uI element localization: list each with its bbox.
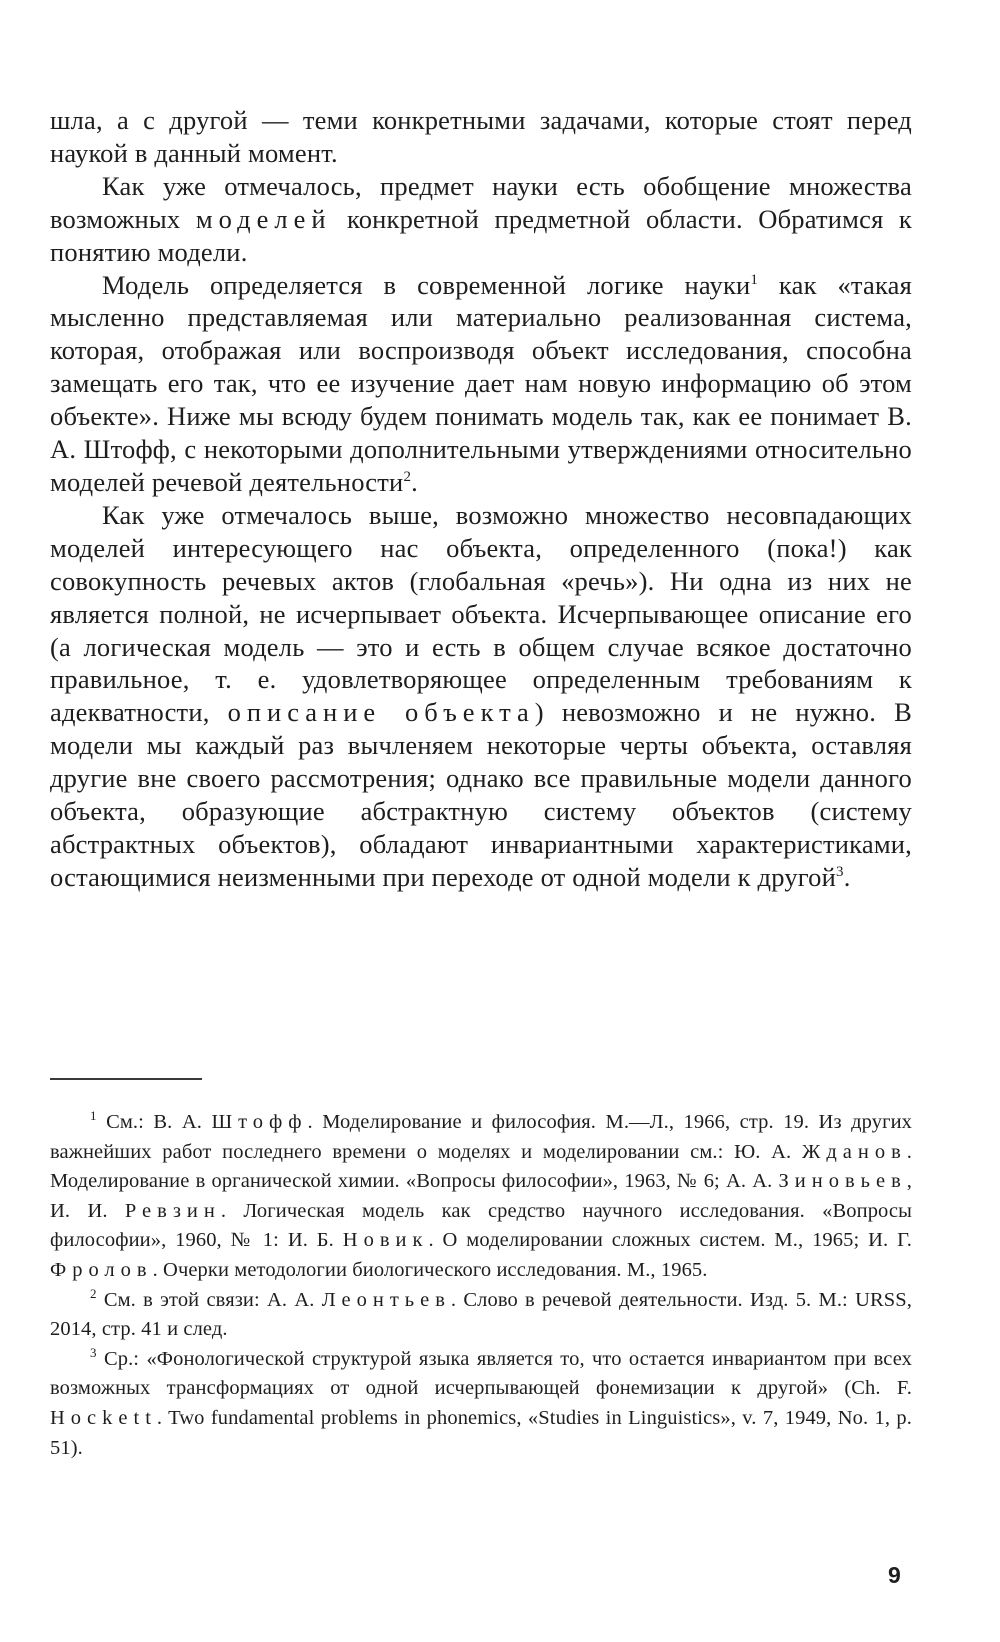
footnote-1 [50, 1108, 912, 1286]
footnote-1-text-a: См.: В. А. [96, 1111, 212, 1133]
footnote-2-text-b: . Слово в речевой деятельности. Изд. 5. М.: URSS, 2014, стр. 41 и след. [50, 1288, 912, 1341]
footnote-1-author-5: Новик [342, 1229, 429, 1252]
footnote-divider [50, 1078, 202, 1080]
footnote-3-author: Hockett [50, 1406, 157, 1429]
footnote-1-text-d: , И. И. [50, 1170, 912, 1222]
footnote-1-author-1: Штофф [211, 1111, 308, 1133]
footnote-3-text-a: Ср.: «Фонологической структурой языка является то, что остается инвариантом при всех возможных трансформациях от одной исчерпывающей фонемизации к другой» (Ch. F. [50, 1347, 912, 1400]
footnote-ref-1[interactable]: 1 [750, 271, 759, 288]
footnote-2-text-a: См. в этой связи: А. А. [96, 1288, 322, 1311]
footnote-2-author: Леонтьев [321, 1288, 451, 1311]
footnote-1-text-b: . Моделирование и философия. М.—Л., 1966, стр. 19. Из других важнейших работ последнего времени о моделях и моделировании см.: Ю. А. [50, 1111, 912, 1163]
paragraph-2-text-a: Как уже отмечалось, предмет науки есть обобщение множества возможных [50, 170, 912, 234]
footnote-ref-3[interactable]: 3 [836, 864, 844, 881]
paragraph-3-text-b: как «такая мысленно представляемая или материально реализованная система, которая, отображая или воспроизводя объект исследования, способна замещать его так, что ее изучение дает нам новую информацию об этом объекте». Ниже мы всюду будем понимать модель так, как ее понимает В. А. Штофф, с некоторыми дополнительными утверждениями относительно моделей речевой деятельности [50, 269, 913, 497]
footnote-ref-2[interactable]: 2 [403, 469, 412, 486]
paragraph-4-text-d: . [843, 861, 851, 892]
paragraph-3 [50, 269, 912, 499]
paragraph-4-text-a: Как уже отмечалось выше, возможно множество несовпадающих моделей интересующего нас объекта, определенного (пока!) как совокупность речевых актов (глобальная «речь»). Ни одна из них не является полной, не исчерпывает объекта. Исчерпывающее описание его (а логическая модель — это и есть в общем случае всякое достаточно правильное, т. е. удовлетворяющее определенным требованиям к адекватности, [50, 499, 912, 728]
paragraph-4 [50, 499, 912, 894]
paragraph-2-emphasis: моделей [195, 203, 332, 234]
paragraph-1 [50, 104, 912, 170]
footnote-2-marker: 2 [90, 1285, 97, 1301]
footnote-3-text-b: . Two fundamental problems in phonemics, «Studies in Linguistics», v. 7, 1949, No. 1, p. 51). [50, 1406, 912, 1459]
main-text-block [50, 104, 912, 894]
footnote-1-text-g: . Очерки методологии биологического исследования. М., 1965. [152, 1258, 708, 1281]
footnote-1-text-f: . О моделировании сложных систем. М., 1965; И. Г. [428, 1229, 912, 1252]
paragraph-3-text-a: Модель определяется в современной логике науки [102, 269, 751, 300]
footnotes-block [50, 1108, 912, 1463]
footnote-3-marker: 3 [90, 1344, 97, 1360]
footnote-1-author-6: Фролов [50, 1258, 153, 1281]
paragraph-2 [50, 170, 912, 269]
footnote-3 [50, 1345, 912, 1463]
footnote-2 [50, 1286, 912, 1345]
footnote-1-author-2: Жданов [801, 1140, 907, 1163]
paragraph-3-text-c: . [411, 466, 418, 497]
paragraph-2-text-c: конкретной предметной области. Обратимся к понятию модели. [50, 203, 912, 267]
footnote-1-text-e: . Логическая модель как средство научного исследования. «Вопросы философии», 1960, № 1: И. Б. [50, 1199, 912, 1252]
footnote-1-author-4: Ревзин [124, 1199, 221, 1222]
paragraph-4-emphasis: описание объекта [227, 697, 535, 728]
paragraph-4-text-c: ) невозможно и не нужно. В модели мы каждый раз вычленяем некоторые черты объекта, оставляя другие вне своего рассмотрения; однако все правильные модели данного объекта, образующие абстрактную систему объектов (систему абстрактных объектов), обладают инвариантными характеристиками, остающимися неизменными при переходе от одной модели к другой [50, 697, 912, 892]
page-number: 9 [888, 1562, 901, 1588]
paragraph-1-text: шла, а с другой — теми конкретными задачами, которые стоят перед наукой в данный момент. [50, 105, 912, 168]
footnote-1-author-3: Зиновьев [778, 1170, 907, 1193]
footnote-1-marker: 1 [90, 1108, 97, 1124]
footnote-1-text-c: . Моделирование в органической химии. «Вопросы философии», 1963, № 6; А. А. [50, 1140, 912, 1193]
